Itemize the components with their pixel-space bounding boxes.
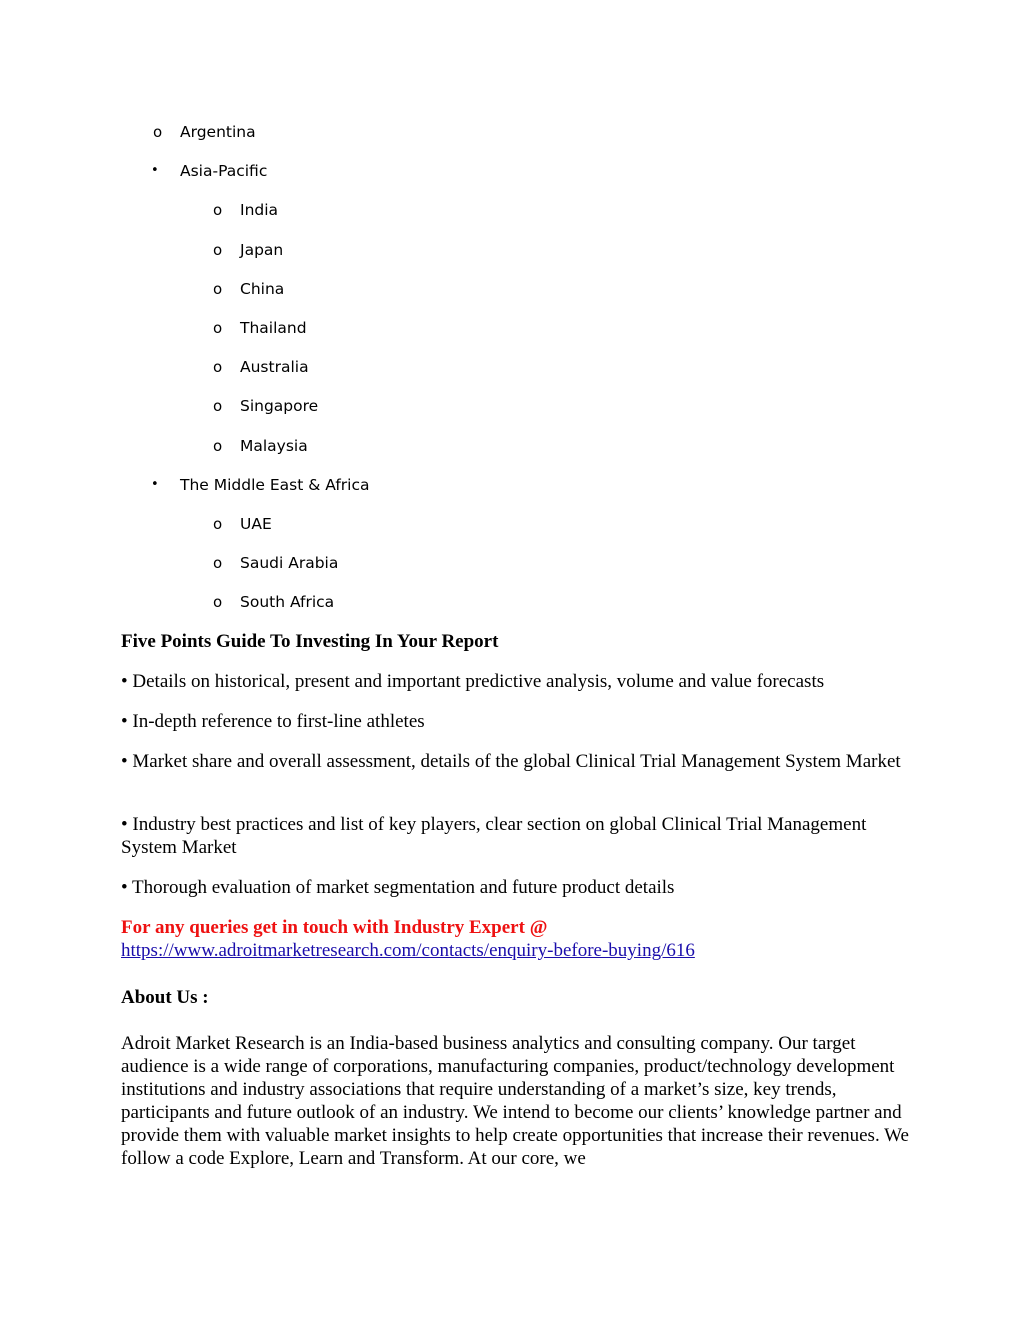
about-paragraph: Adroit Market Research is an India-based business analytics and consulting company. Our target audience is a wide range of corporations, manufacturing companies, product/technology development institutions and industry associations that require understanding of a market’s size, key trends, participants and future outlook of an industry. We intend to become our clients’ knowledge partner and provide them with valuable market insights to help create opportunities that increase their revenues. We follow a code Explore, Learn and Transform. At our core, we [121, 1033, 909, 1169]
guide-point: • Industry best practices and list of key players, clear section on global Clinical Trial Management System Market [121, 814, 867, 858]
list-item-label: China [240, 280, 285, 298]
list-item-label: Asia-Pacific [180, 162, 268, 180]
sub-bullet: o [213, 515, 223, 533]
list-item-label: Thailand [240, 319, 307, 337]
sub-bullet: o [213, 437, 223, 455]
list-item-label: Argentina [180, 123, 256, 141]
list-item-label: Saudi Arabia [240, 554, 339, 572]
contact-block [121, 916, 911, 962]
top-bullet: • [151, 477, 159, 492]
sub-bullet: o [213, 358, 223, 376]
list-item-label: South Africa [240, 593, 335, 611]
guide-point: • Thorough evaluation of market segmentation and future product details [121, 877, 675, 898]
sub-bullet: o [213, 593, 223, 611]
guide-point: • In-depth reference to first-line athletes [121, 711, 425, 732]
enquiry-link[interactable]: https://www.adroitmarketresearch.com/contacts/enquiry-before-buying/616 [121, 940, 695, 961]
list-item-label: Japan [240, 241, 284, 259]
sub-bullet: o [213, 554, 223, 572]
list-item-label: Singapore [240, 397, 319, 415]
section-heading-about: About Us : [121, 987, 209, 1008]
list-item-label: India [240, 201, 279, 219]
list-item-label: Malaysia [240, 437, 308, 455]
list-item-label: Australia [240, 358, 309, 376]
sub-bullet: o [153, 123, 163, 141]
sub-bullet: o [213, 241, 223, 259]
list-item-label: UAE [240, 515, 272, 533]
sub-bullet: o [213, 397, 223, 415]
top-bullet: • [151, 163, 159, 178]
sub-bullet: o [213, 280, 223, 298]
sub-bullet: o [213, 319, 223, 337]
contact-prompt: For any queries get in touch with Industry Expert @ [121, 917, 548, 938]
sub-bullet: o [213, 201, 223, 219]
guide-point: • Market share and overall assessment, details of the global Clinical Trial Management System Market [121, 751, 901, 772]
guide-point: • Details on historical, present and important predictive analysis, volume and value forecasts [121, 671, 825, 692]
section-heading-guide: Five Points Guide To Investing In Your Report [121, 631, 499, 652]
list-item-label: The Middle East & Africa [180, 476, 370, 494]
